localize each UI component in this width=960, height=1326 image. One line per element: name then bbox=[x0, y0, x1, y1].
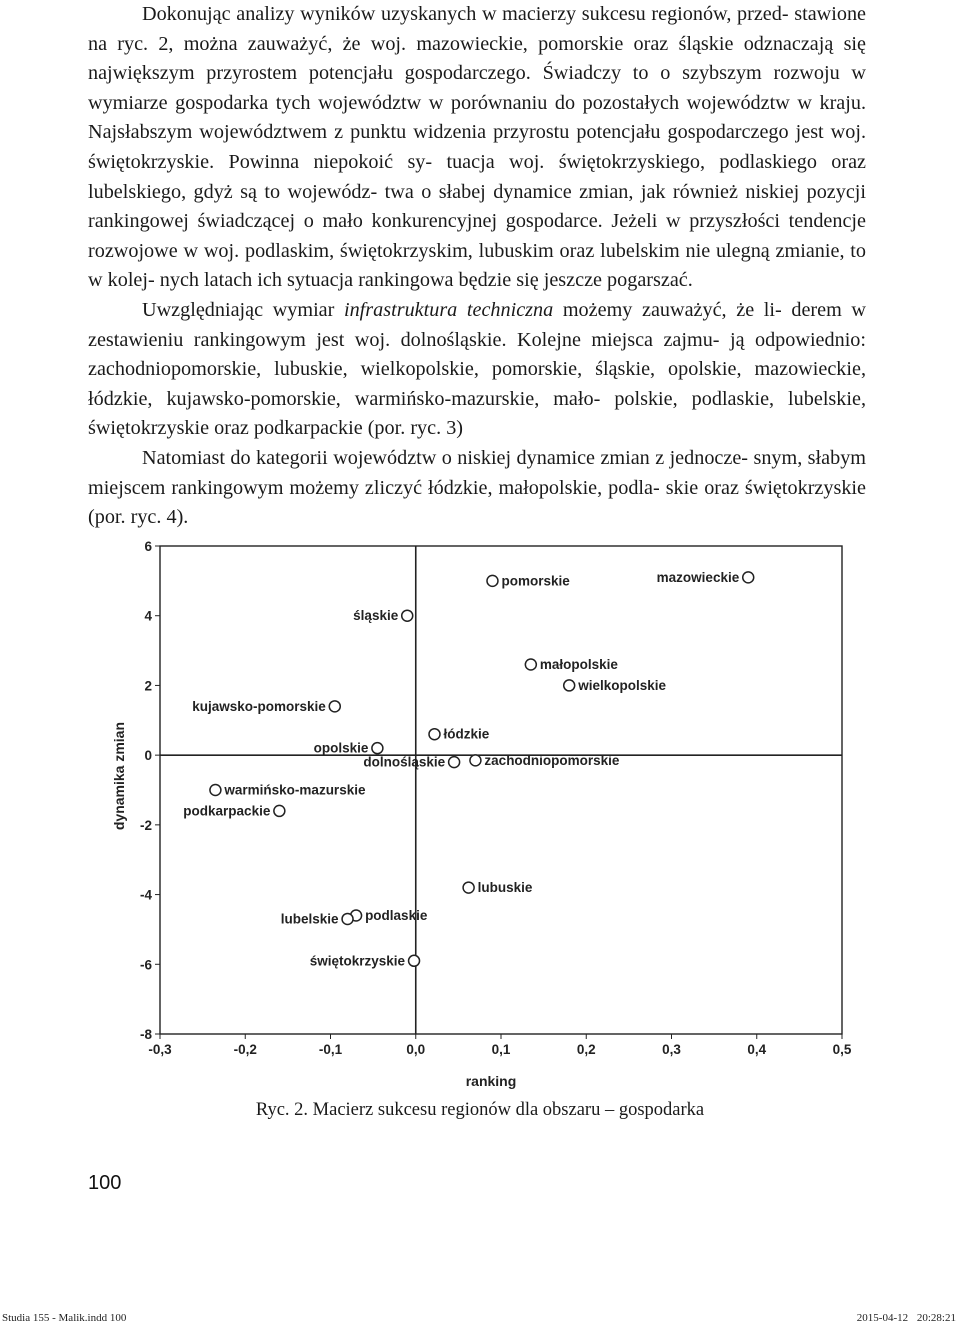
paragraph-2: Uwzględniając wymiar infrastruktura techniczna możemy zauważyć, że li- derem w zestawieniu rankingowym jest woj. dolnośląskie. Kolejne miejsca zajmu- ją odpowiednio: zachodniopomorskie, lubuskie, wielkopolskie, pomorskie, śląskie, opolskie, mazowieckie, łódzkie, kujawsko-pomorskie, warmińsko-mazurskie, mało- polskie, podlaskie, lubelskie, świętokrzyskie oraz podkarpackie (por. ryc. 3) bbox=[88, 298, 867, 440]
point-label: podkarpackie bbox=[183, 803, 271, 819]
data-point bbox=[463, 882, 474, 893]
data-point bbox=[329, 701, 340, 712]
x-tick-label: 0,2 bbox=[576, 1042, 596, 1057]
x-axis-label: ranking bbox=[465, 1073, 517, 1089]
x-tick-label: 0,4 bbox=[747, 1042, 767, 1057]
body-text bbox=[88, 0, 866, 533]
x-tick-label: -0,1 bbox=[318, 1042, 343, 1057]
point-label: mazowieckie bbox=[656, 569, 740, 585]
data-point bbox=[402, 610, 413, 621]
page-number: 100 bbox=[88, 1172, 122, 1194]
italic-term: infrastruktura techniczna bbox=[343, 298, 554, 321]
footer-date: 2015-04-12 bbox=[856, 1312, 909, 1324]
point-label: opolskie bbox=[313, 740, 369, 756]
x-tick-label: -0,2 bbox=[233, 1042, 257, 1057]
y-tick-label: 0 bbox=[144, 748, 152, 764]
point-label: podlaskie bbox=[365, 907, 428, 923]
point-label: lubuskie bbox=[477, 880, 533, 896]
data-point bbox=[743, 572, 754, 583]
data-point bbox=[372, 743, 383, 754]
y-tick-label: 2 bbox=[144, 678, 152, 694]
data-point bbox=[470, 755, 481, 766]
point-label: małopolskie bbox=[539, 657, 618, 673]
y-tick-label: -2 bbox=[139, 817, 152, 833]
point-label: kujawsko-pomorskie bbox=[192, 698, 326, 714]
paragraph-1: Dokonując analizy wyników uzyskanych w macierzy sukcesu regionów, przed- stawione na ryc. 2, można zauważyć, że woj. mazowieckie, pomorskie oraz śląskie odznaczają się największym przyrostem potencjału gospodarczego. Świadczy to o szybszym rozwoju w wymiarze gospodarka tych województw w porównaniu do pozostałych województw w kraju. Najsłabszym województwem z punktu widzenia przyrostu potencjału gospodarczego jest woj. świętokrzyskie. Powinna niepokoić sy- tuacja woj. świętokrzyskiego, podlaskiego oraz lubelskiego, gdyż są to wojewódz- twa o słabej dynamice zmian, jak również niskiej pozycji rankingowej świadczącej o mało konkurencyjnej gospodarce. Jeżeli w przyszłości tendencje rozwojowe w woj. podlaskim, świętokrzyskim, lubuskim oraz lubelskim nie ulegną zmianie, to w kolej- nych latach ich sytuacja rankingowa będzie się jeszcze pogarszać. bbox=[88, 3, 867, 292]
point-label: warmińsko-mazurskie bbox=[224, 782, 366, 798]
data-point bbox=[564, 680, 575, 691]
point-label: zachodniopomorskie bbox=[484, 752, 620, 768]
x-tick-label: 0,3 bbox=[662, 1042, 681, 1057]
data-point bbox=[274, 805, 285, 816]
point-label: łódzkie bbox=[443, 726, 490, 742]
point-label: śląskie bbox=[353, 608, 399, 624]
data-point bbox=[449, 757, 460, 768]
x-tick-label: 0,0 bbox=[406, 1042, 426, 1057]
footer-time: 20:28:21 bbox=[916, 1312, 956, 1324]
x-tick-label: -0,3 bbox=[148, 1042, 172, 1057]
point-label: pomorskie bbox=[501, 573, 570, 589]
footer-file: Studia 155 - Malik.indd 100 bbox=[2, 1312, 127, 1324]
x-tick-label: 0,5 bbox=[832, 1042, 852, 1057]
paragraph-3: Natomiast do kategorii województw o niskiej dynamice zmian z jednocze- snym, słabym miejscem rankingowym możemy zliczyć łódzkie, małopolskie, podla- skie oraz świętokrzyskie (por. ryc. 4). bbox=[88, 446, 867, 529]
y-tick-label: 4 bbox=[144, 608, 152, 624]
point-label: świętokrzyskie bbox=[309, 953, 406, 969]
y-tick-label: -8 bbox=[139, 1027, 152, 1042]
data-point bbox=[342, 913, 353, 924]
point-label: lubelskie bbox=[280, 911, 339, 927]
data-point bbox=[429, 729, 440, 740]
scatter-plot bbox=[100, 528, 860, 1098]
data-point bbox=[487, 575, 498, 586]
x-tick-label: 0,1 bbox=[491, 1042, 511, 1057]
y-tick-label: -6 bbox=[139, 957, 152, 973]
data-point bbox=[210, 785, 221, 796]
success-matrix-chart bbox=[100, 528, 860, 1098]
point-label: dolnośląskie bbox=[363, 754, 446, 770]
y-tick-label: 6 bbox=[144, 539, 152, 554]
data-point bbox=[525, 659, 536, 670]
y-tick-label: -4 bbox=[139, 887, 152, 903]
footer-timestamp bbox=[857, 1312, 956, 1324]
y-axis-label: dynamika zmian bbox=[111, 721, 127, 831]
figure-caption: Ryc. 2. Macierz sukcesu regionów dla obszaru – gospodarka bbox=[255, 1100, 705, 1120]
data-point bbox=[409, 955, 420, 966]
point-label: wielkopolskie bbox=[578, 677, 666, 693]
